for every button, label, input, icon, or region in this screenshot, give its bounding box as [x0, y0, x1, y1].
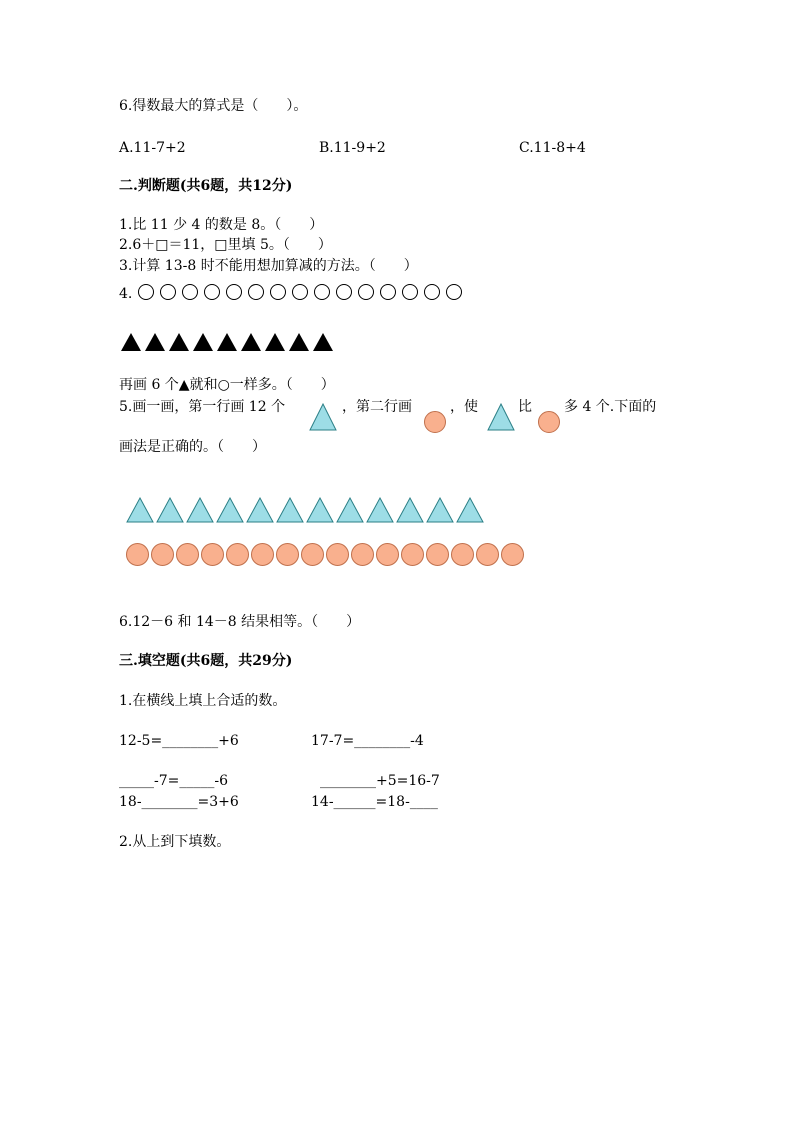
triangle-icon	[456, 497, 484, 523]
circle-icon	[451, 543, 474, 566]
black-triangle-icon	[145, 333, 165, 351]
circle-icon	[151, 543, 174, 566]
circle-icon	[401, 543, 424, 566]
black-triangle-icon	[121, 333, 141, 351]
outline-circle-icon	[424, 284, 440, 300]
circle-icon	[376, 543, 399, 566]
circle-icon	[301, 543, 324, 566]
q5-part-2: ，第二行画	[342, 399, 412, 415]
section-title-judgement: 二.判断题(共6题，共12分)	[119, 178, 293, 194]
q5-triangle-row	[126, 497, 484, 523]
circle-icon	[326, 543, 349, 566]
judgement-item-4-label: 4.	[119, 286, 133, 302]
q5-part-5: 多 4 个.下面的	[564, 399, 657, 415]
judgement-item-6: 6.12－6 和 14－8 结果相等。（ ）	[119, 614, 361, 630]
triangle-icon	[426, 497, 454, 523]
outline-circle-icon	[248, 284, 264, 300]
fill-blank-5: 18-________=3+6	[119, 794, 239, 810]
triangle-icon	[396, 497, 424, 523]
judgement-item-2: 2.6＋□＝11，□里填 5。（ ）	[119, 237, 332, 253]
outline-circle-icon	[402, 284, 418, 300]
triangle-icon	[276, 497, 304, 523]
circle-icon	[501, 543, 524, 566]
fill-blank-1: 12-5=________+6	[119, 733, 239, 749]
inline-circle-icon	[538, 411, 560, 433]
triangle-icon	[336, 497, 364, 523]
outline-circle-icon	[182, 284, 198, 300]
outline-circle-icon	[446, 284, 462, 300]
inline-circle-icon	[424, 411, 446, 433]
option-b: B.11-9+2	[319, 140, 386, 156]
circle-icon	[351, 543, 374, 566]
section-title-fill: 三.填空题(共6题，共29分)	[119, 653, 293, 669]
option-a: A.11-7+2	[119, 140, 186, 156]
inline-triangle-icon	[309, 403, 337, 431]
triangle-icon	[366, 497, 394, 523]
circle-icon	[126, 543, 149, 566]
outline-circle-icon	[270, 284, 286, 300]
outline-circle-icon	[204, 284, 220, 300]
option-c: C.11-8+4	[519, 140, 586, 156]
q4-triangle-row	[121, 333, 333, 351]
outline-circle-icon	[138, 284, 154, 300]
inline-triangle-icon	[487, 403, 515, 431]
black-triangle-icon	[289, 333, 309, 351]
outline-circle-icon	[336, 284, 352, 300]
judgement-item-1: 1.比 11 少 4 的数是 8。（ ）	[119, 217, 324, 233]
q5-part-1: 5.画一画，第一行画 12 个	[119, 399, 286, 415]
fill-question-1: 1.在横线上填上合适的数。	[119, 693, 287, 709]
black-triangle-icon	[217, 333, 237, 351]
fill-blank-2: 17-7=________-4	[311, 733, 424, 749]
q5-line-2: 画法是正确的。（ ）	[119, 439, 266, 455]
circle-icon	[176, 543, 199, 566]
black-triangle-icon	[265, 333, 285, 351]
outline-circle-icon	[160, 284, 176, 300]
triangle-icon	[186, 497, 214, 523]
black-triangle-icon	[169, 333, 189, 351]
fill-blank-4: ________+5=16-7	[320, 773, 440, 789]
black-triangle-icon	[193, 333, 213, 351]
black-triangle-icon	[313, 333, 333, 351]
fill-blank-3: _____-7=_____-6	[119, 773, 229, 789]
circle-icon	[201, 543, 224, 566]
circle-icon	[251, 543, 274, 566]
q4-circle-row	[138, 284, 462, 300]
q5-circle-row	[126, 543, 524, 566]
circle-icon	[426, 543, 449, 566]
judgement-item-4-text: 再画 6 个▲就和○一样多。（ ）	[119, 377, 335, 393]
circle-icon	[226, 543, 249, 566]
fill-question-2: 2.从上到下填数。	[119, 834, 231, 850]
outline-circle-icon	[226, 284, 242, 300]
question-6-stem: 6.得数最大的算式是（ ）。	[119, 98, 308, 114]
triangle-icon	[126, 497, 154, 523]
q5-part-4: 比	[518, 399, 532, 415]
outline-circle-icon	[292, 284, 308, 300]
black-triangle-icon	[241, 333, 261, 351]
outline-circle-icon	[314, 284, 330, 300]
triangle-icon	[156, 497, 184, 523]
judgement-item-3: 3.计算 13-8 时不能用想加算减的方法。（ ）	[119, 258, 418, 274]
outline-circle-icon	[358, 284, 374, 300]
triangle-icon	[306, 497, 334, 523]
fill-blank-6: 14-______=18-____	[311, 794, 438, 810]
triangle-icon	[246, 497, 274, 523]
triangle-icon	[216, 497, 244, 523]
q5-part-3: ，使	[450, 399, 478, 415]
circle-icon	[276, 543, 299, 566]
circle-icon	[476, 543, 499, 566]
outline-circle-icon	[380, 284, 396, 300]
